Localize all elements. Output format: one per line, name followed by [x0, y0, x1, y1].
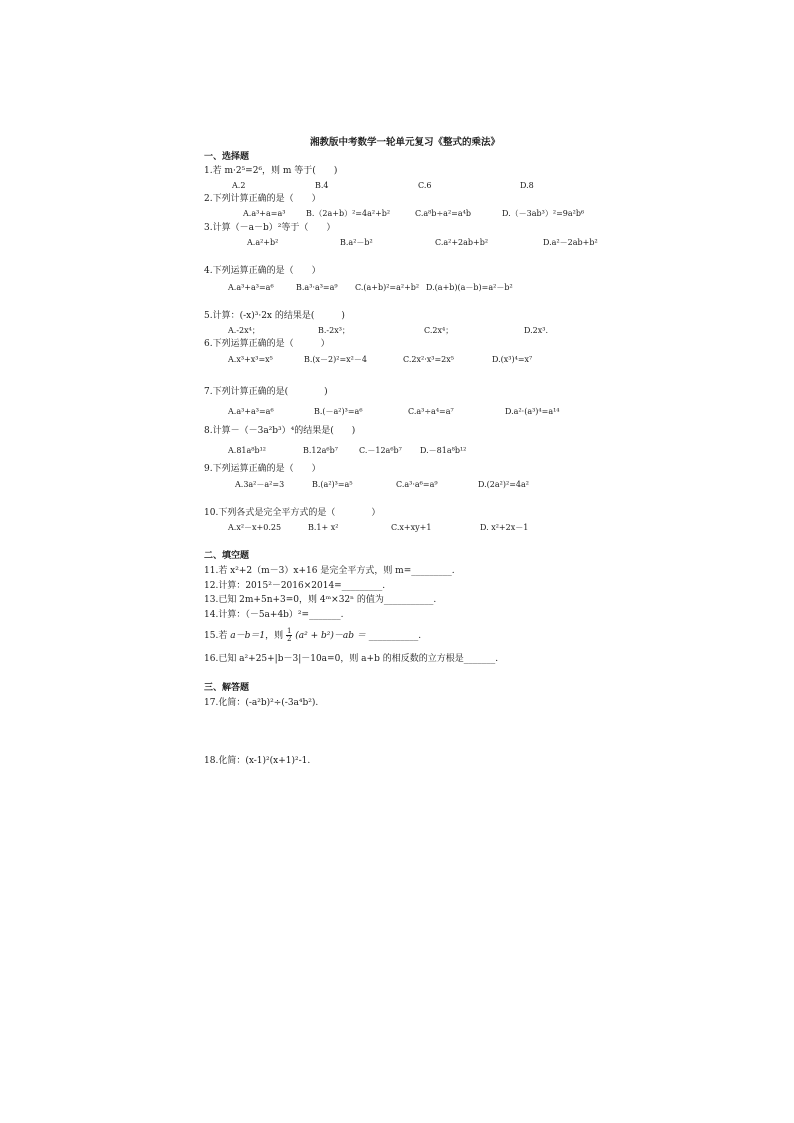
question-2-option-d: D.（－3ab³）²=9a²b⁶: [502, 209, 585, 218]
section-heading-fill: 二、填空题: [204, 551, 250, 561]
section-heading-answer: 三、解答题: [204, 683, 250, 693]
question-15-mid: ，则: [265, 631, 284, 641]
question-8-option-c: C.－12a⁶b⁷: [359, 446, 402, 455]
question-9-stem: 9.下列运算正确的是（ ）: [204, 464, 321, 474]
question-2-option-b: B.（2a+b）²=4a²+b²: [306, 209, 391, 218]
question-13: [204, 595, 436, 606]
question-2-option-a: A.a³+a=a³: [243, 209, 286, 218]
question-3-option-c: C.a²+2ab+b²: [435, 238, 489, 247]
question-15-expression: (a² + b²)－ab ＝: [295, 631, 366, 641]
question-12: 12.计算：2015²－2016×2014=_________.: [204, 581, 386, 591]
question-13-expression: 4ᵐ×32ⁿ 的值为___________.: [319, 595, 437, 605]
question-9-option-c: C.a³·a⁶=a⁹: [396, 480, 438, 489]
question-10-stem: 10.下列各式是完全平方式的是（ ）: [204, 508, 381, 518]
question-4-stem: 4.下列运算正确的是（ ）: [204, 266, 321, 276]
question-10-option-c: C.x+xy+1: [391, 523, 432, 532]
fraction-denominator: 2: [286, 635, 292, 643]
question-8-option-d: D.－81a⁸b¹²: [420, 446, 467, 455]
question-14: 14.计算：（－5a+4b）²=_______.: [204, 610, 344, 620]
question-10-option-b: B.1+ x²: [308, 523, 339, 532]
question-16: 16.已知 a²+25+|b－3|－10a=0，则 a+b 的相反数的立方根是_______.: [204, 654, 499, 664]
question-7-option-a: A.a³+a³=a⁶: [228, 407, 274, 416]
page-title: 湘教版中考数学一轮单元复习《整式的乘法》: [310, 137, 501, 148]
section-heading-choice: 一、选择题: [204, 152, 250, 162]
question-5-option-b: B.-2x³；: [318, 326, 350, 335]
question-9-option-d: D.(2a²)²=4a²: [478, 480, 529, 489]
question-1-option-a: A.2: [232, 181, 246, 190]
question-6-option-c: C.2x²·x³=2x⁵: [403, 355, 454, 364]
question-6-option-a: A.x³+x³=x⁵: [228, 355, 273, 364]
question-15-fraction: [286, 628, 292, 643]
question-5-stem: 5.计算：(-x)³·2x 的结果是( ): [204, 311, 345, 321]
question-10-option-a: A.x²－x+0.25: [228, 523, 282, 532]
question-7-option-d: D.a²·(a³)⁴=a¹⁴: [505, 407, 560, 416]
question-8-stem: 8.计算－（－3a²b³）⁴的结果是( ): [204, 426, 356, 436]
question-18: 18.化简：(x-1)²(x+1)²-1.: [204, 756, 311, 766]
question-11: 11.若 x²+2（m－3）x+16 是完全平方式，则 m=_________.: [204, 566, 455, 576]
question-3-option-b: B.a²－b²: [340, 238, 373, 247]
question-15-blank: ___________.: [368, 631, 422, 641]
question-1-option-b: B.4: [315, 181, 329, 190]
question-15-condition: a－b＝1: [230, 631, 266, 641]
question-3-option-d: D.a²－2ab+b²: [543, 238, 598, 247]
question-7-option-b: B.(－a²)³=a⁶: [314, 407, 363, 416]
question-5-option-d: D.2x³.: [524, 326, 549, 335]
question-1-option-c: C.6: [418, 181, 432, 190]
question-1-option-d: D.8: [520, 181, 534, 190]
question-9-option-b: B.(a²)³=a⁵: [312, 480, 353, 489]
question-13-text: 13.已知 2m+5n+3=0，则: [204, 595, 318, 605]
question-7-option-c: C.a³÷a⁴=a⁷: [408, 407, 454, 416]
question-6-stem: 6.下列运算正确的是（ ）: [204, 339, 330, 349]
question-5-option-a: A.-2x⁴；: [228, 326, 260, 335]
question-8-option-b: B.12a⁶b⁷: [303, 446, 338, 455]
question-4-option-d: D.(a+b)(a－b)=a²－b²: [426, 283, 513, 292]
fraction-numerator: 1: [286, 627, 292, 635]
question-17: 17.化简：(-a²b)²÷(-3a⁴b²).: [204, 698, 319, 708]
question-9-option-a: A.3a²－a²=3: [235, 480, 285, 489]
question-6-option-b: B.(x－2)²=x²－4: [304, 355, 367, 364]
question-15: [204, 628, 421, 643]
question-1-stem: 1.若 m·2⁵=2⁶，则 m 等于( ): [204, 166, 338, 176]
question-3-option-a: A.a²+b²: [247, 238, 279, 247]
question-4-option-b: B.a³·a³=a⁹: [296, 283, 338, 292]
question-6-option-d: D.(x³)⁴=x⁷: [492, 355, 533, 364]
question-2-option-c: C.a⁸b÷a²=a⁴b: [415, 209, 471, 218]
question-5-option-c: C.2x⁴；: [424, 326, 454, 335]
question-8-option-a: A.81a⁸b¹²: [228, 446, 267, 455]
question-15-text: 15.若: [204, 631, 228, 641]
question-4-option-c: C.(a+b)²=a²+b²: [355, 283, 420, 292]
question-4-option-a: A.a³+a³=a⁶: [228, 283, 274, 292]
question-2-stem: 2.下列计算正确的是（ ）: [204, 194, 321, 204]
question-10-option-d: D. x²+2x－1: [480, 523, 529, 532]
question-7-stem: 7.下列计算正确的是( ): [204, 387, 328, 397]
question-3-stem: 3.计算（－a－b）²等于（ ）: [204, 223, 336, 233]
